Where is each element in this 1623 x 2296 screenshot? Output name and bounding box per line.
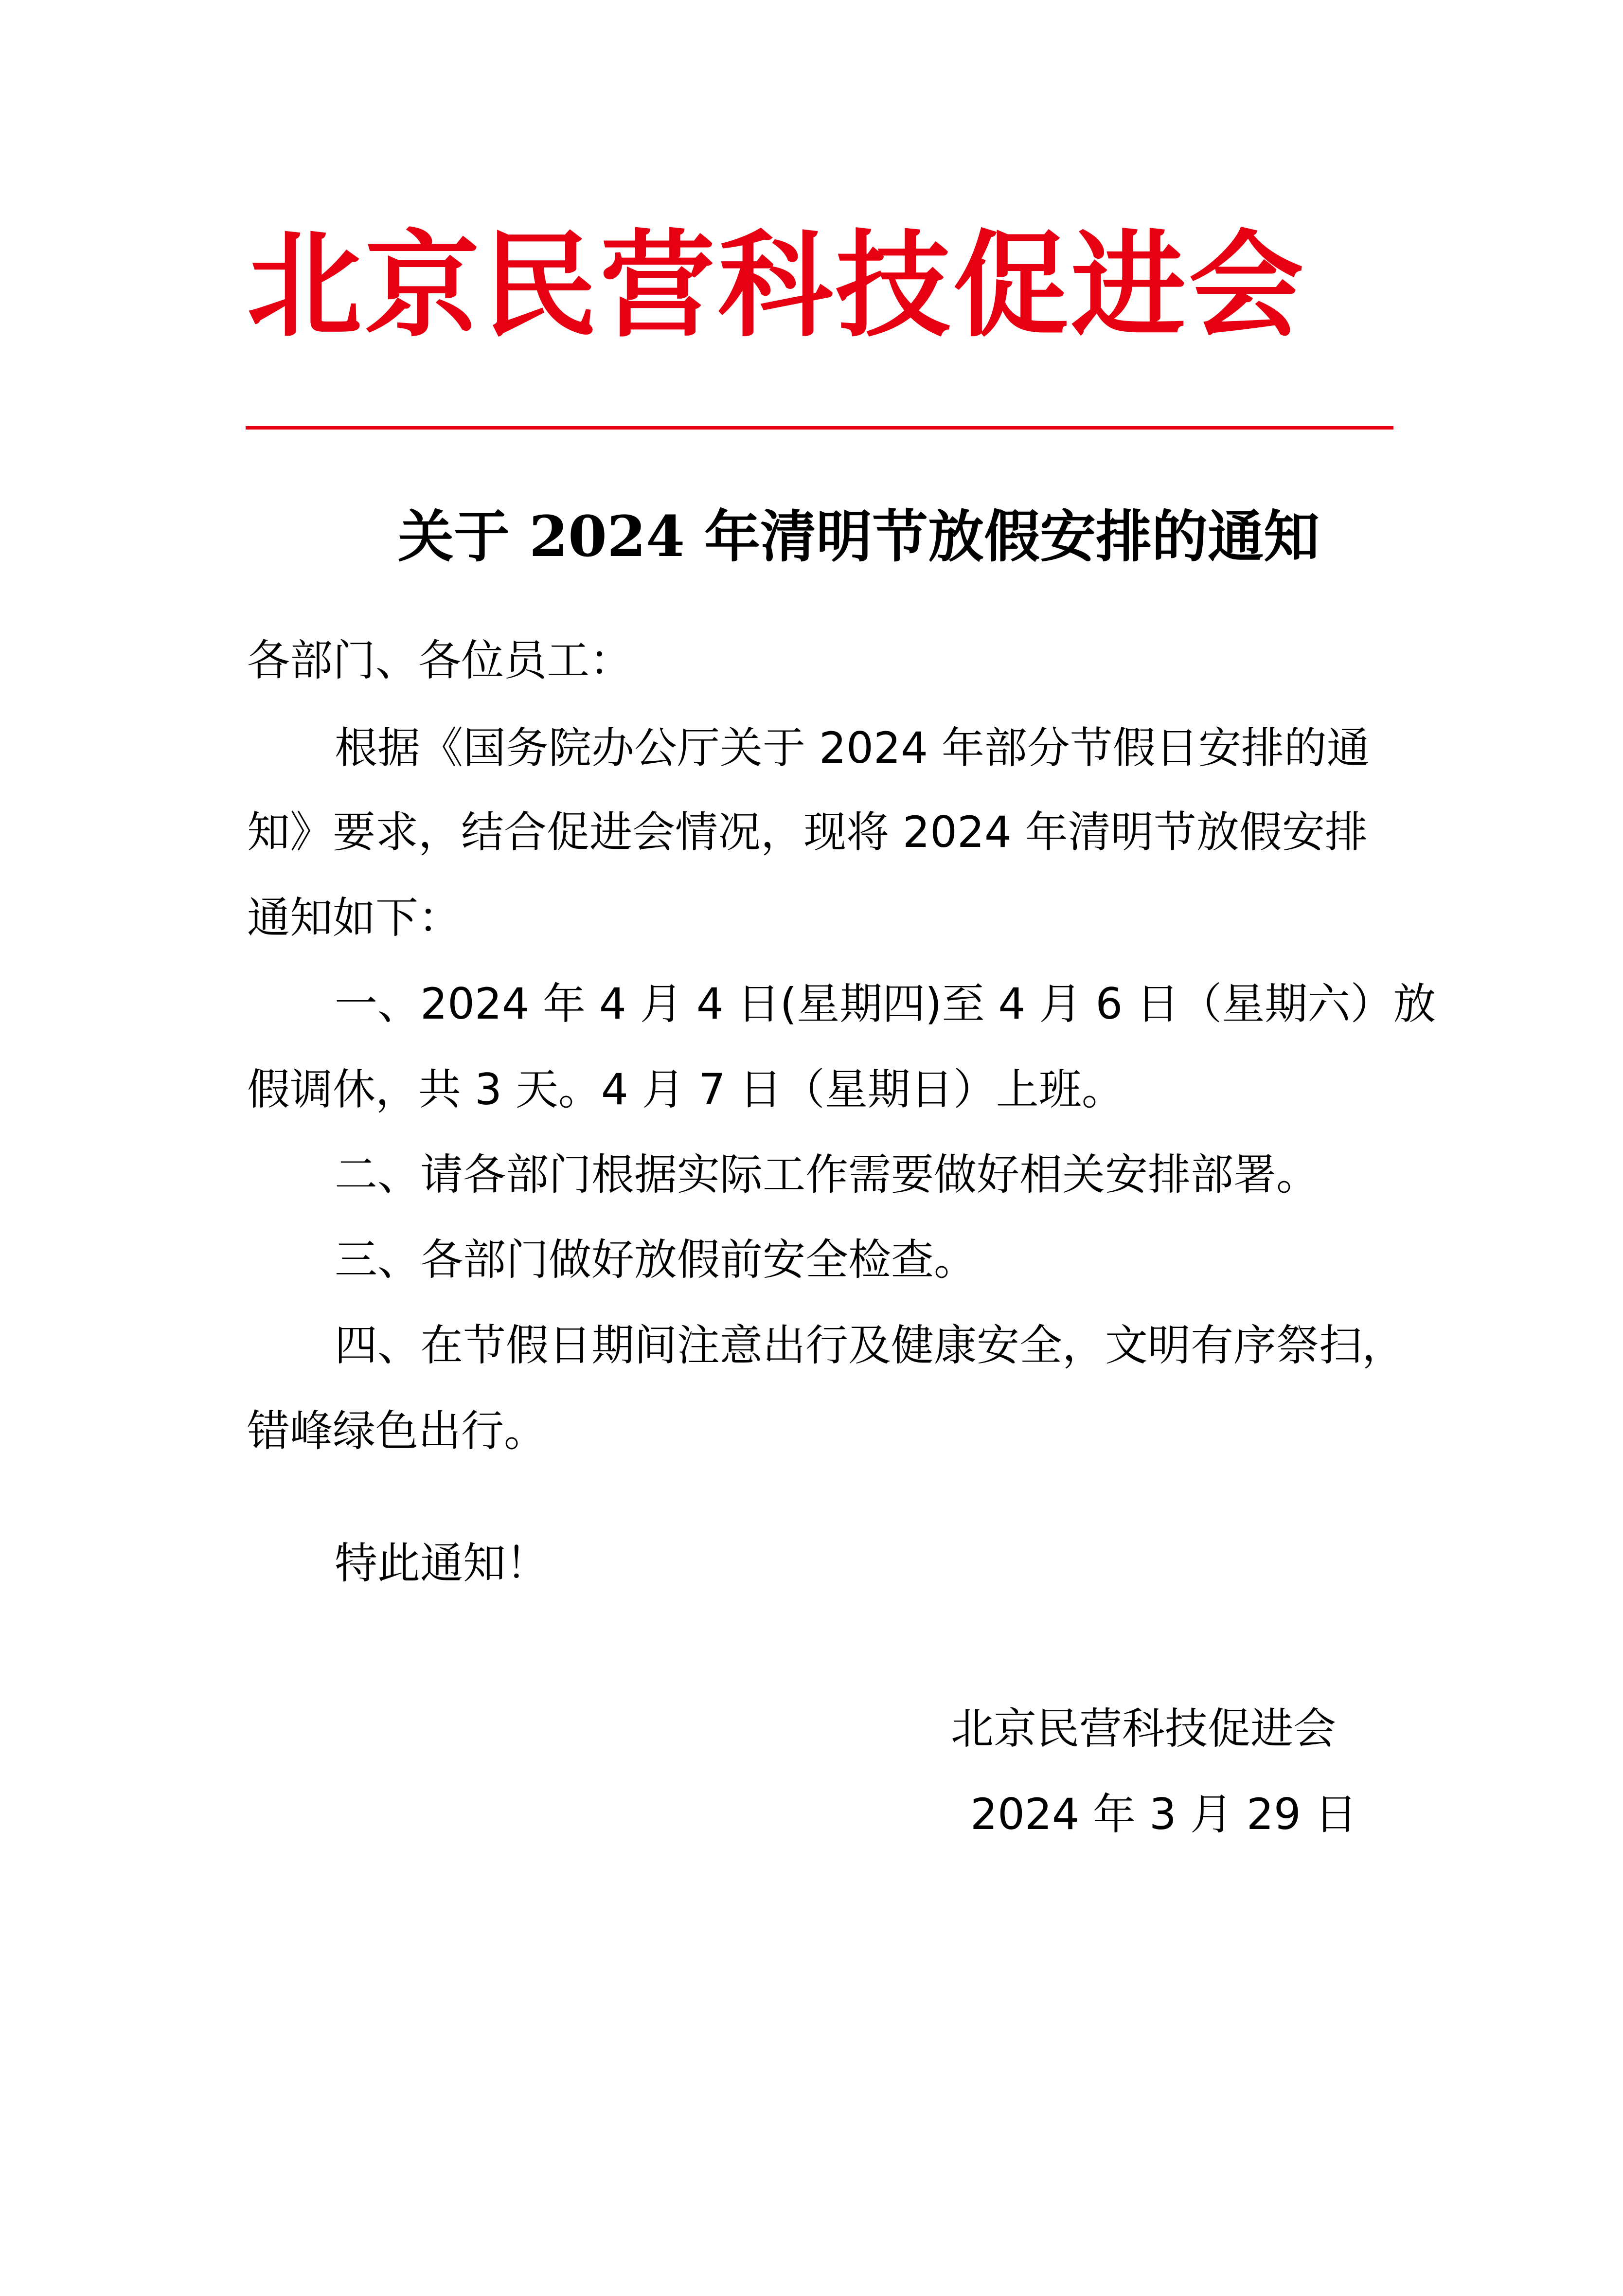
paragraph-5-line-1: 四、在节假日期间注意出行及健康安全，文明有序祭扫，: [335, 1320, 1405, 1370]
document-title: 关于 2024 年清明节放假安排的通知: [398, 504, 1320, 570]
paragraph-3: 二、请各部门根据实际工作需要做好相关安排部署。: [335, 1149, 1320, 1200]
organization-header: 北京民营科技促进会: [247, 217, 1307, 353]
paragraph-1-line-1: 根据《国务院办公厅关于 2024 年部分节假日安排的通: [335, 723, 1370, 773]
closing-remark: 特此通知！: [335, 1538, 549, 1588]
paragraph-1-line-3: 通知如下：: [247, 893, 462, 943]
header-divider-rule: [246, 426, 1393, 430]
signature-date: 2024 年 3 月 29 日: [970, 1789, 1357, 1839]
paragraph-4: 三、各部门做好放假前安全检查。: [335, 1235, 977, 1285]
paragraph-1-line-2: 知》要求，结合促进会情况，现将 2024 年清明节放假安排: [247, 807, 1368, 857]
signature-organization: 北京民营科技促进会: [951, 1704, 1337, 1754]
paragraph-5-line-2: 错峰绿色出行。: [247, 1406, 547, 1456]
paragraph-2-line-1: 一、2024 年 4 月 4 日(星期四)至 4 月 6 日（星期六）放: [335, 979, 1436, 1029]
salutation: 各部门、各位员工：: [247, 635, 633, 685]
paragraph-2-line-2: 假调休，共 3 天。4 月 7 日（星期日）上班。: [247, 1064, 1124, 1114]
